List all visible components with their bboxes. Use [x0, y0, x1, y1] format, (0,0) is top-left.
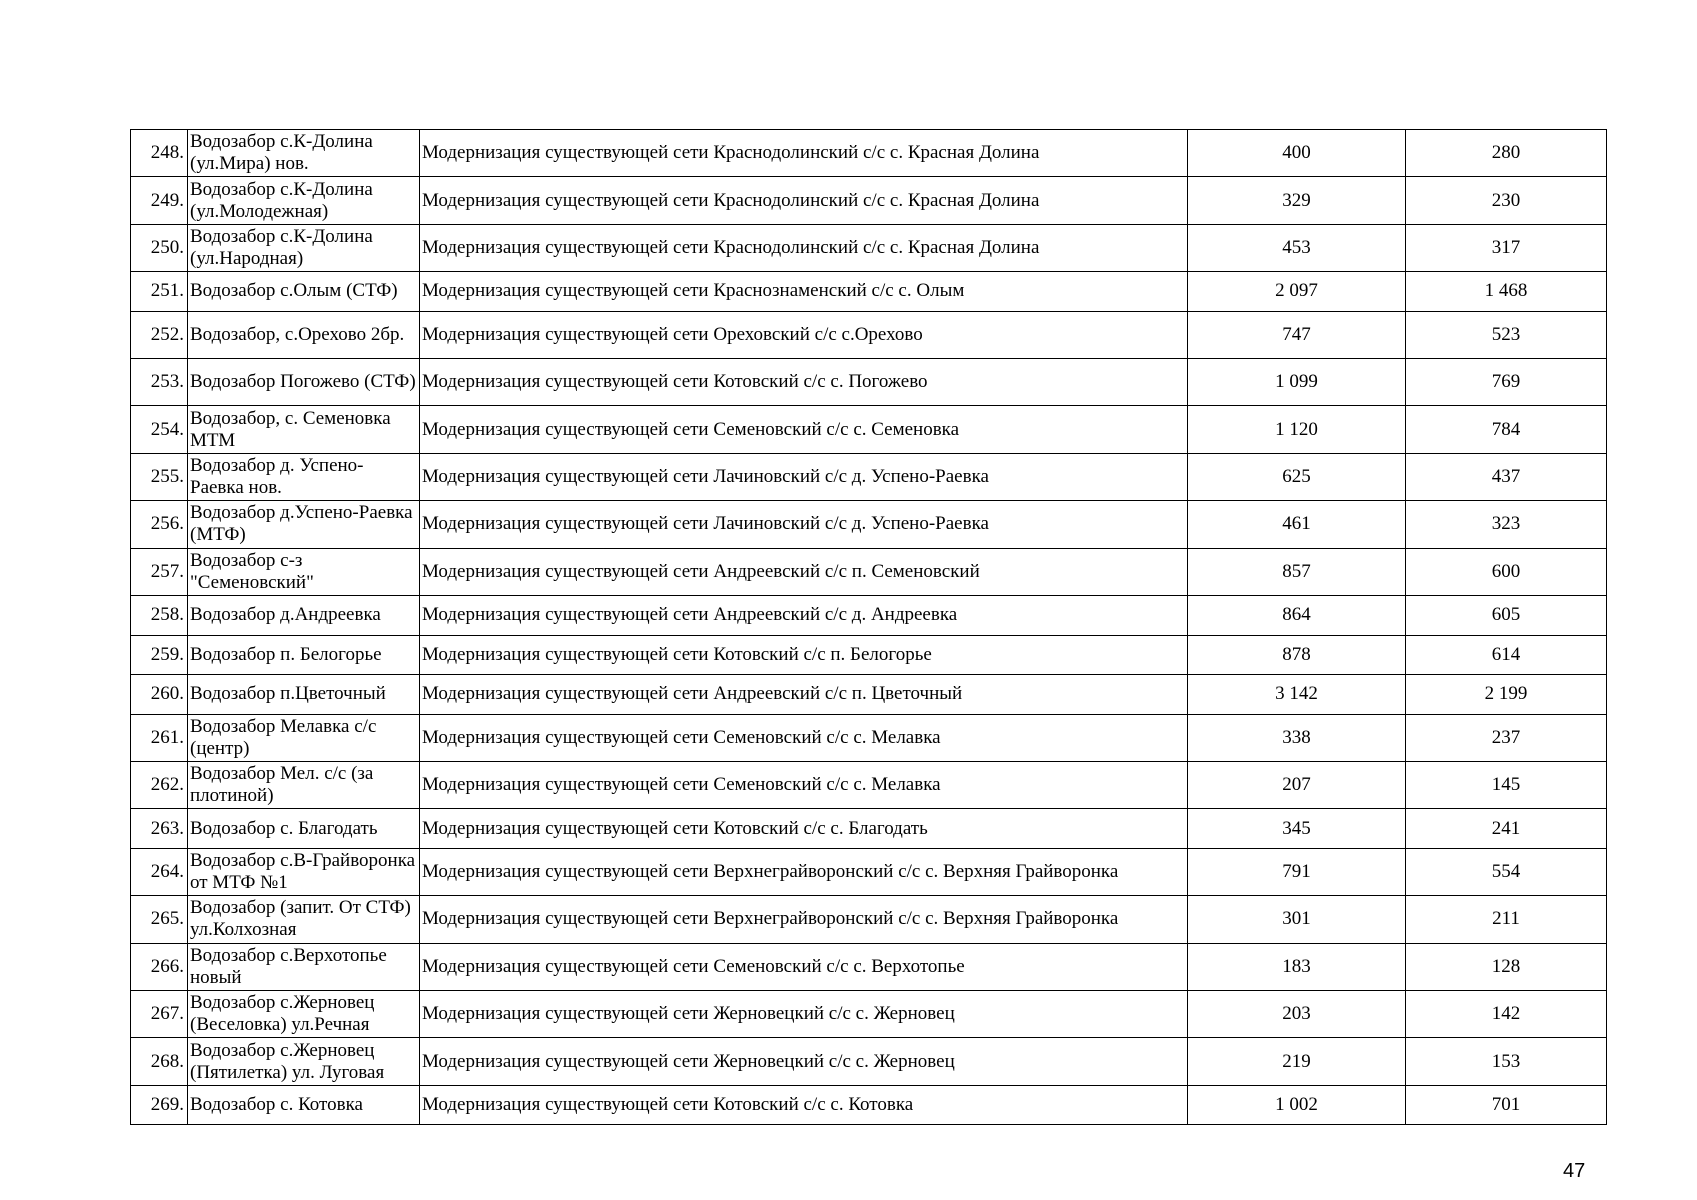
- row-number-cell: 248.: [131, 130, 188, 177]
- row-number-cell: 251.: [131, 272, 188, 312]
- value-2-cell: 600: [1406, 548, 1607, 595]
- value-2-cell: 142: [1406, 990, 1607, 1037]
- row-number-cell: 264.: [131, 848, 188, 895]
- work-description-cell: Модернизация существующей сети Верхнеграйворонский с/с с. Верхняя Грайворонка: [420, 896, 1188, 943]
- work-description-cell: Модернизация существующей сети Семеновский с/с с. Верхотопье: [420, 943, 1188, 990]
- row-number-cell: 257.: [131, 548, 188, 595]
- value-1-cell: 301: [1188, 896, 1406, 943]
- row-number-cell: 266.: [131, 943, 188, 990]
- value-2-cell: 230: [1406, 177, 1607, 224]
- water-intake-name-cell: Водозабор с. Котовка: [188, 1085, 420, 1125]
- value-1-cell: 219: [1188, 1038, 1406, 1085]
- table-row: [131, 761, 1607, 808]
- work-description-cell: Модернизация существующей сети Котовский с/с с. Погожево: [420, 359, 1188, 406]
- row-number-cell: 250.: [131, 224, 188, 271]
- value-1-cell: 747: [1188, 311, 1406, 358]
- value-2-cell: 784: [1406, 406, 1607, 453]
- value-1-cell: 461: [1188, 501, 1406, 548]
- value-1-cell: 400: [1188, 130, 1406, 177]
- work-description-cell: Модернизация существующей сети Лачиновский с/с д. Успено-Раевка: [420, 453, 1188, 500]
- work-description-cell: Модернизация существующей сети Лачиновский с/с д. Успено-Раевка: [420, 501, 1188, 548]
- table-row: [131, 130, 1607, 177]
- table-row: [131, 848, 1607, 895]
- row-number-cell: 268.: [131, 1038, 188, 1085]
- table-row: [131, 896, 1607, 943]
- table-row: [131, 943, 1607, 990]
- value-1-cell: 791: [1188, 848, 1406, 895]
- water-intake-name-cell: Водозабор, с. Семеновка МТМ: [188, 406, 420, 453]
- table-row: [131, 675, 1607, 715]
- value-1-cell: 207: [1188, 761, 1406, 808]
- value-1-cell: 864: [1188, 596, 1406, 636]
- table-row: [131, 714, 1607, 761]
- work-description-cell: Модернизация существующей сети Андреевский с/с п. Семеновский: [420, 548, 1188, 595]
- value-1-cell: 1 002: [1188, 1085, 1406, 1125]
- water-intake-name-cell: Водозабор д.Успено-Раевка (МТФ): [188, 501, 420, 548]
- value-1-cell: 625: [1188, 453, 1406, 500]
- table-row: [131, 359, 1607, 406]
- value-1-cell: 1 099: [1188, 359, 1406, 406]
- water-intake-name-cell: Водозабор с.Жерновец (Веселовка) ул.Речная: [188, 990, 420, 1037]
- value-2-cell: 554: [1406, 848, 1607, 895]
- table-body: [131, 130, 1607, 1125]
- water-intake-name-cell: Водозабор с.Олым (СТФ): [188, 272, 420, 312]
- page-number: 47: [1563, 1160, 1586, 1182]
- table-row: [131, 224, 1607, 271]
- work-description-cell: Модернизация существующей сети Семеновский с/с с. Семеновка: [420, 406, 1188, 453]
- value-1-cell: 453: [1188, 224, 1406, 271]
- work-description-cell: Модернизация существующей сети Котовский с/с с. Котовка: [420, 1085, 1188, 1125]
- value-1-cell: 338: [1188, 714, 1406, 761]
- row-number-cell: 253.: [131, 359, 188, 406]
- table-row: [131, 1085, 1607, 1125]
- value-1-cell: 183: [1188, 943, 1406, 990]
- value-2-cell: 237: [1406, 714, 1607, 761]
- row-number-cell: 265.: [131, 896, 188, 943]
- value-2-cell: 145: [1406, 761, 1607, 808]
- value-1-cell: 1 120: [1188, 406, 1406, 453]
- value-2-cell: 701: [1406, 1085, 1607, 1125]
- table-row: [131, 990, 1607, 1037]
- work-description-cell: Модернизация существующей сети Краснознаменский с/с с. Олым: [420, 272, 1188, 312]
- water-intake-name-cell: Водозабор (запит. От СТФ) ул.Колхозная: [188, 896, 420, 943]
- value-1-cell: 329: [1188, 177, 1406, 224]
- table-row: [131, 809, 1607, 849]
- value-1-cell: 3 142: [1188, 675, 1406, 715]
- data-table: [130, 129, 1607, 1125]
- value-2-cell: 2 199: [1406, 675, 1607, 715]
- row-number-cell: 252.: [131, 311, 188, 358]
- water-intake-name-cell: Водозабор с-з "Семеновский": [188, 548, 420, 595]
- value-1-cell: 203: [1188, 990, 1406, 1037]
- value-2-cell: 605: [1406, 596, 1607, 636]
- work-description-cell: Модернизация существующей сети Семеновский с/с с. Мелавка: [420, 761, 1188, 808]
- work-description-cell: Модернизация существующей сети Котовский с/с с. Благодать: [420, 809, 1188, 849]
- row-number-cell: 262.: [131, 761, 188, 808]
- value-1-cell: 2 097: [1188, 272, 1406, 312]
- work-description-cell: Модернизация существующей сети Краснодолинский с/с с. Красная Долина: [420, 177, 1188, 224]
- value-1-cell: 878: [1188, 635, 1406, 675]
- work-description-cell: Модернизация существующей сети Котовский с/с п. Белогорье: [420, 635, 1188, 675]
- table-row: [131, 501, 1607, 548]
- row-number-cell: 259.: [131, 635, 188, 675]
- row-number-cell: 260.: [131, 675, 188, 715]
- table-row: [131, 596, 1607, 636]
- row-number-cell: 256.: [131, 501, 188, 548]
- work-description-cell: Модернизация существующей сети Краснодолинский с/с с. Красная Долина: [420, 130, 1188, 177]
- value-2-cell: 280: [1406, 130, 1607, 177]
- value-1-cell: 345: [1188, 809, 1406, 849]
- water-intake-name-cell: Водозабор Мел. с/с (за плотиной): [188, 761, 420, 808]
- work-description-cell: Модернизация существующей сети Андреевский с/с п. Цветочный: [420, 675, 1188, 715]
- water-intake-name-cell: Водозабор с.К-Долина (ул.Мира) нов.: [188, 130, 420, 177]
- value-2-cell: 211: [1406, 896, 1607, 943]
- row-number-cell: 269.: [131, 1085, 188, 1125]
- row-number-cell: 258.: [131, 596, 188, 636]
- table-row: [131, 272, 1607, 312]
- row-number-cell: 254.: [131, 406, 188, 453]
- work-description-cell: Модернизация существующей сети Краснодолинский с/с с. Красная Долина: [420, 224, 1188, 271]
- row-number-cell: 261.: [131, 714, 188, 761]
- table-row: [131, 406, 1607, 453]
- row-number-cell: 249.: [131, 177, 188, 224]
- value-2-cell: 437: [1406, 453, 1607, 500]
- value-2-cell: 317: [1406, 224, 1607, 271]
- row-number-cell: 267.: [131, 990, 188, 1037]
- water-intake-name-cell: Водозабор с.Верхотопье новый: [188, 943, 420, 990]
- value-2-cell: 153: [1406, 1038, 1607, 1085]
- value-1-cell: 857: [1188, 548, 1406, 595]
- water-intake-name-cell: Водозабор п. Белогорье: [188, 635, 420, 675]
- water-intake-name-cell: Водозабор с. Благодать: [188, 809, 420, 849]
- value-2-cell: 614: [1406, 635, 1607, 675]
- table-row: [131, 311, 1607, 358]
- value-2-cell: 1 468: [1406, 272, 1607, 312]
- water-intake-name-cell: Водозабор п.Цветочный: [188, 675, 420, 715]
- table-row: [131, 1038, 1607, 1085]
- value-2-cell: 323: [1406, 501, 1607, 548]
- water-intake-name-cell: Водозабор, с.Орехово 2бр.: [188, 311, 420, 358]
- value-2-cell: 523: [1406, 311, 1607, 358]
- work-description-cell: Модернизация существующей сети Андреевский с/с д. Андреевка: [420, 596, 1188, 636]
- row-number-cell: 255.: [131, 453, 188, 500]
- work-description-cell: Модернизация существующей сети Верхнеграйворонский с/с с. Верхняя Грайворонка: [420, 848, 1188, 895]
- water-intake-name-cell: Водозабор с.К-Долина (ул.Молодежная): [188, 177, 420, 224]
- water-intake-name-cell: Водозабор с.Жерновец (Пятилетка) ул. Луговая: [188, 1038, 420, 1085]
- work-description-cell: Модернизация существующей сети Жерновецкий с/с с. Жерновец: [420, 1038, 1188, 1085]
- water-intake-name-cell: Водозабор д.Андреевка: [188, 596, 420, 636]
- table-row: [131, 453, 1607, 500]
- water-intake-name-cell: Водозабор д. Успено-Раевка нов.: [188, 453, 420, 500]
- table-row: [131, 635, 1607, 675]
- work-description-cell: Модернизация существующей сети Ореховский с/с с.Орехово: [420, 311, 1188, 358]
- water-intake-name-cell: Водозабор с.В-Грайворонка от МТФ №1: [188, 848, 420, 895]
- water-intake-name-cell: Водозабор Погожево (СТФ): [188, 359, 420, 406]
- table-row: [131, 548, 1607, 595]
- water-intake-name-cell: Водозабор Мелавка с/с (центр): [188, 714, 420, 761]
- work-description-cell: Модернизация существующей сети Жерновецкий с/с с. Жерновец: [420, 990, 1188, 1037]
- water-intake-name-cell: Водозабор с.К-Долина (ул.Народная): [188, 224, 420, 271]
- value-2-cell: 241: [1406, 809, 1607, 849]
- row-number-cell: 263.: [131, 809, 188, 849]
- value-2-cell: 769: [1406, 359, 1607, 406]
- table-row: [131, 177, 1607, 224]
- work-description-cell: Модернизация существующей сети Семеновский с/с с. Мелавка: [420, 714, 1188, 761]
- value-2-cell: 128: [1406, 943, 1607, 990]
